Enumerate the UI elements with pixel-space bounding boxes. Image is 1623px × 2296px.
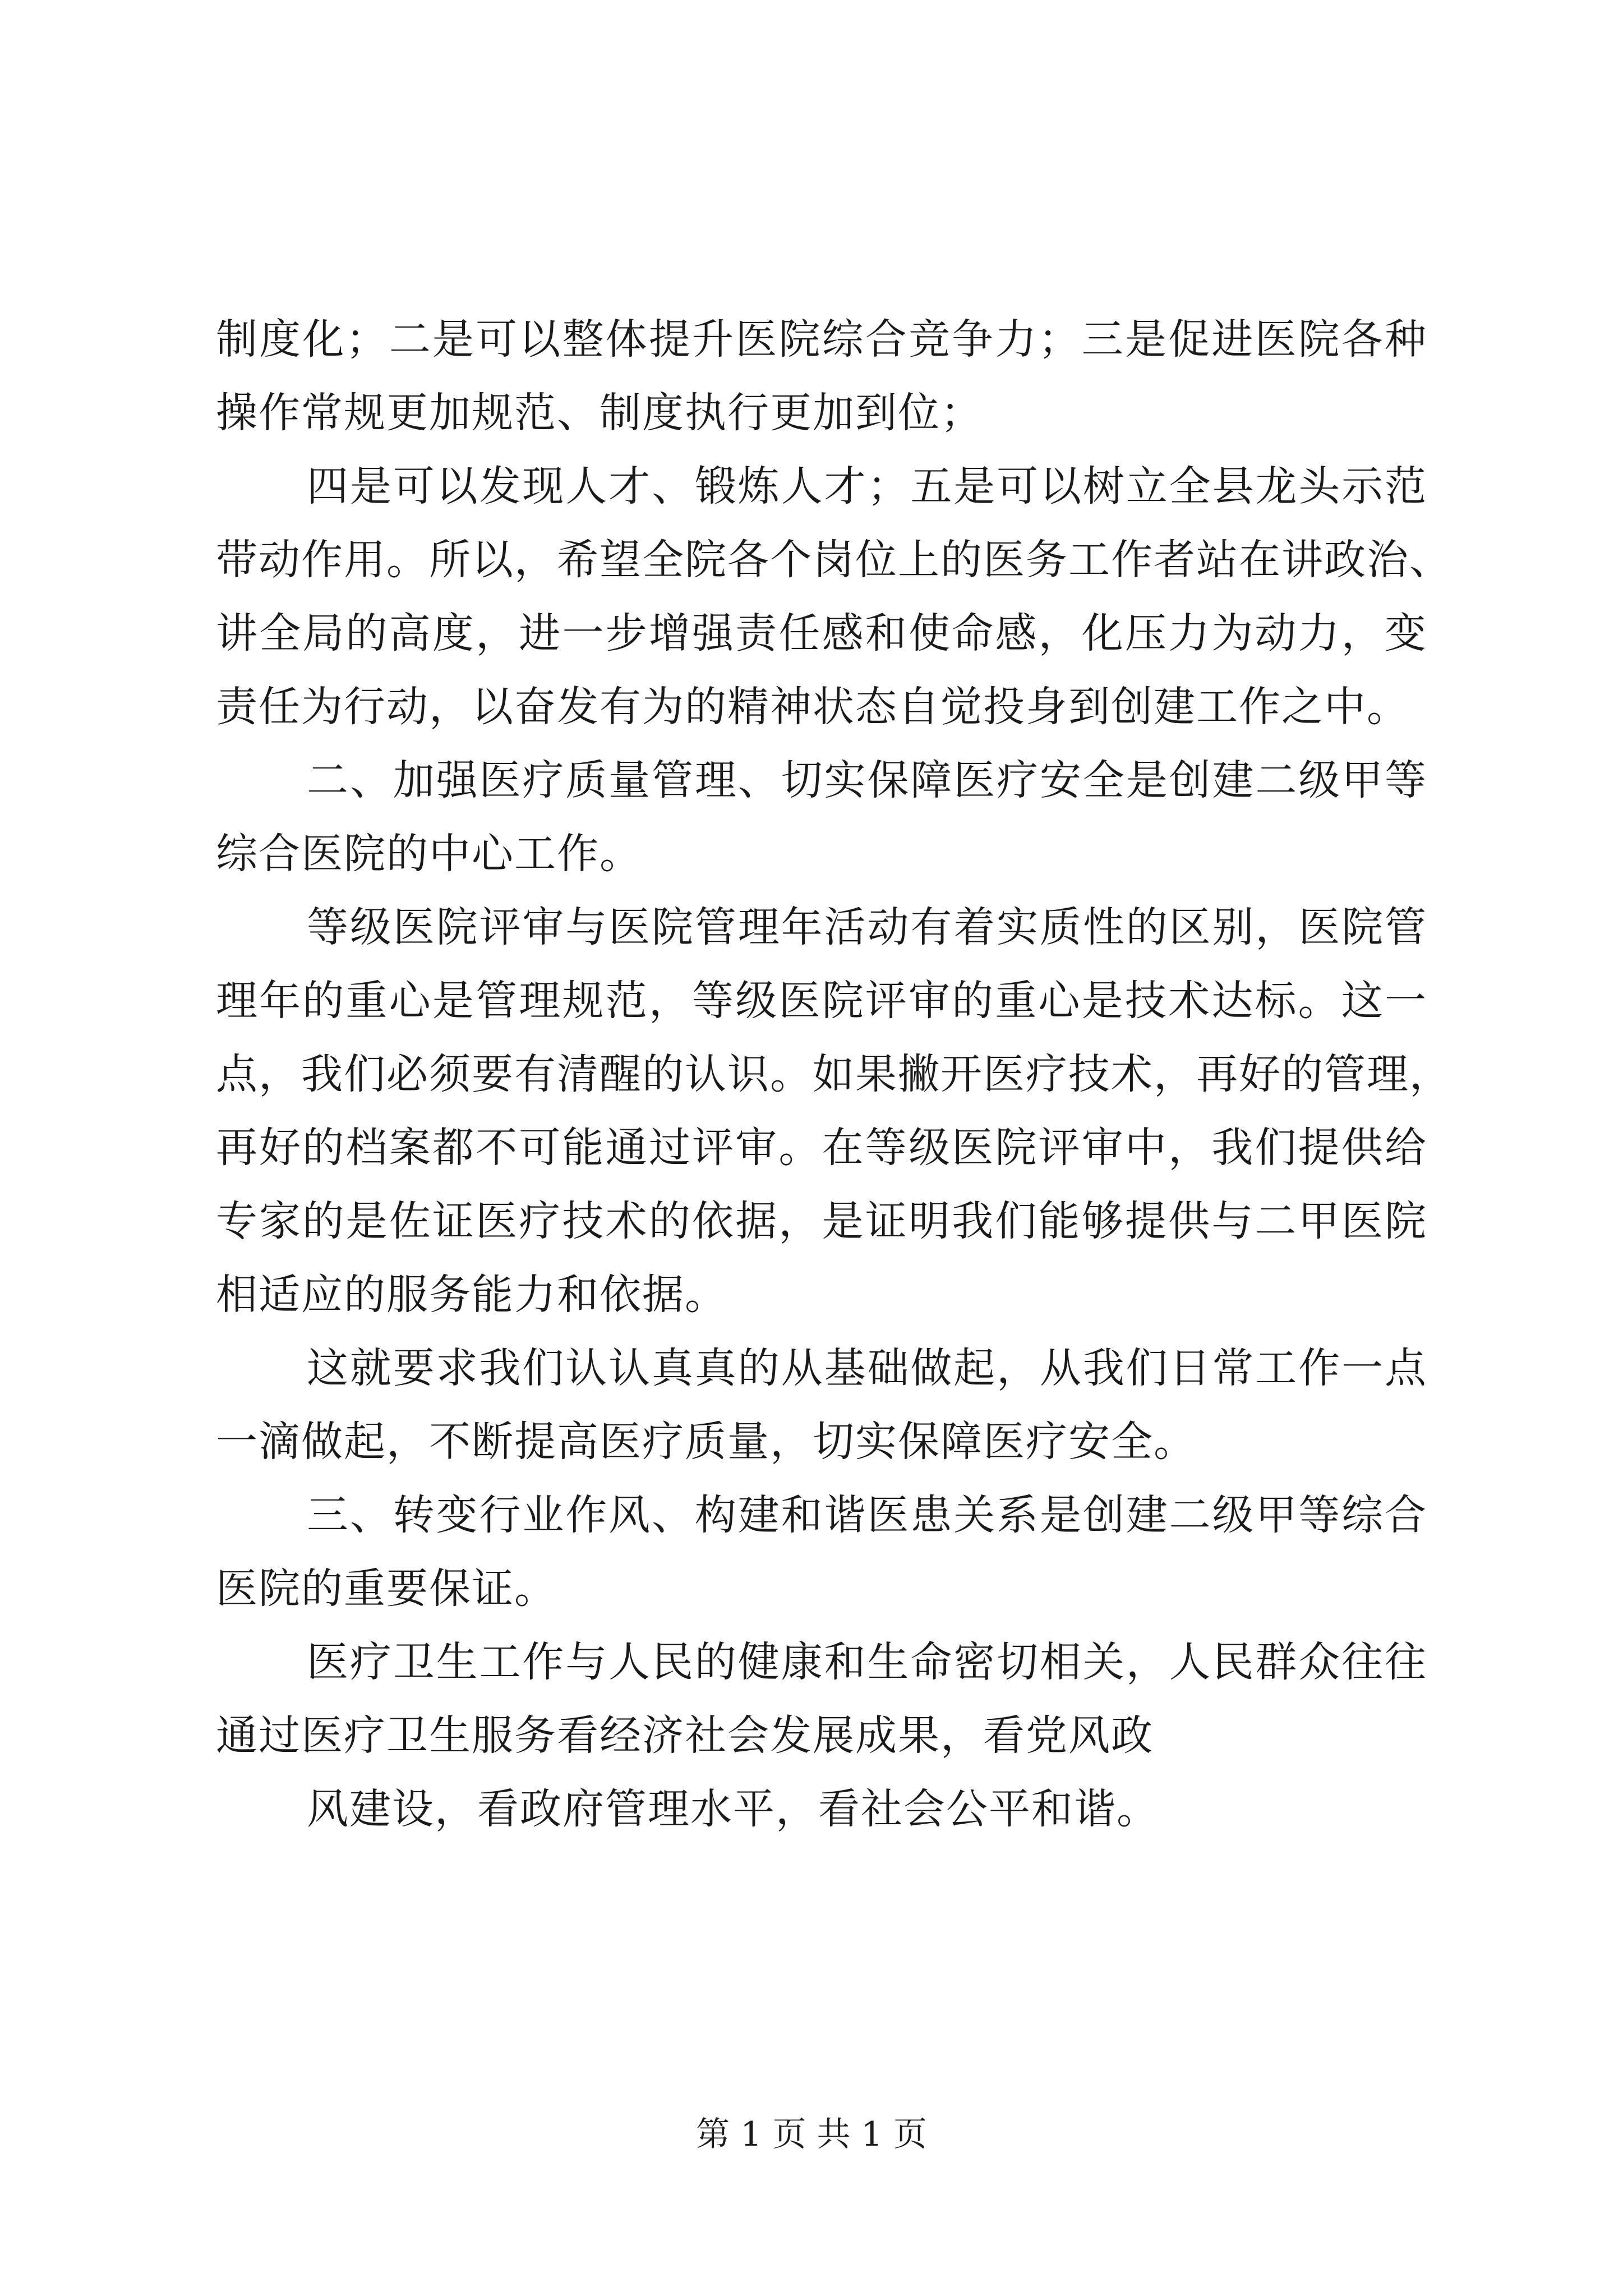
paragraph-1 (216, 303, 1427, 450)
text-line: 这就要求我们认认真真的从基础做起，从我们日常工作一点 (307, 1344, 1427, 1392)
paragraph-8 (216, 1773, 1427, 1846)
text-line: 医院的重要保证。 (216, 1565, 557, 1613)
page-footer (0, 2112, 1623, 2157)
text-line: 相适应的服务能力和依据。 (216, 1271, 727, 1319)
text-line: 四是可以发现人才、锻炼人才；五是可以树立全县龙头示范 (307, 462, 1427, 510)
document-body (216, 303, 1452, 1846)
paragraph-2 (216, 450, 1452, 744)
text-line: 通过医疗卫生服务看经济社会发展成果，看党风政 (216, 1711, 1154, 1760)
text-line: 责任为行动，以奋发有为的精神状态自觉投身到创建工作之中。 (216, 683, 1409, 731)
text-line: 风建设，看政府管理水平，看社会公平和谐。 (307, 1785, 1159, 1833)
text-line: 专家的是佐证医疗技术的依据，是证明我们能够提供与二甲医院 (216, 1197, 1427, 1245)
text-line: 医疗卫生工作与人民的健康和生命密切相关，人民群众往往 (307, 1638, 1427, 1686)
page-number-label: 第 1 页 共 1 页 (696, 2115, 927, 2154)
text-line: 操作常规更加规范、制度执行更加到位； (216, 389, 983, 437)
paragraph-6-heading (216, 1479, 1427, 1626)
paragraph-4 (216, 891, 1452, 1332)
text-line: 二、加强医疗质量管理、切实保障医疗安全是创建二级甲等 (307, 756, 1427, 804)
text-line: 理年的重心是管理规范，等级医院评审的重心是技术达标。这一 (216, 977, 1427, 1025)
paragraph-7 (216, 1626, 1427, 1773)
text-line: 再好的档案都不可能通过评审。在等级医院评审中，我们提供给 (216, 1124, 1427, 1172)
text-line: 讲全局的高度，进一步增强责任感和使命感，化压力为动力，变 (216, 609, 1427, 657)
text-line: 综合医院的中心工作。 (216, 830, 642, 878)
text-line: 三、转变行业作风、构建和谐医患关系是创建二级甲等综合 (307, 1491, 1427, 1539)
text-line: 带动作用。所以，希望全院各个岗位上的医务工作者站在讲政治、 (216, 536, 1452, 584)
text-line: 制度化；二是可以整体提升医院综合竞争力；三是促进医院各种 (216, 315, 1427, 364)
text-line: 等级医院评审与医院管理年活动有着实质性的区别，医院管 (307, 903, 1427, 951)
paragraph-5 (216, 1332, 1427, 1479)
text-line: 点，我们必须要有清醒的认识。如果撇开医疗技术，再好的管理， (216, 1050, 1452, 1098)
paragraph-3-heading (216, 744, 1427, 891)
text-line: 一滴做起，不断提高医疗质量，切实保障医疗安全。 (216, 1418, 1196, 1466)
